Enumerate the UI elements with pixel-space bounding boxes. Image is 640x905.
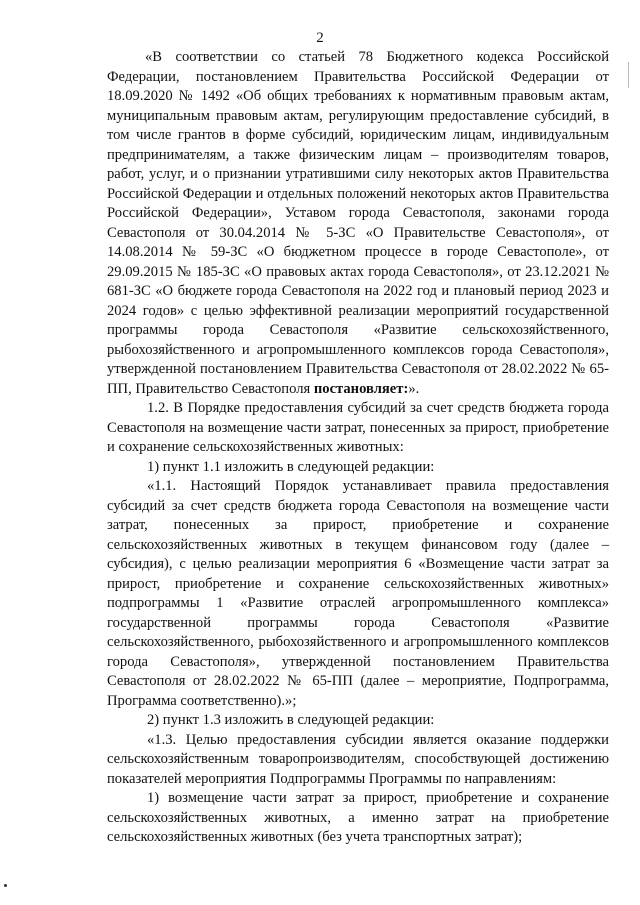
paragraph-clause-1-1: «1.1. Настоящий Порядок устанавливает правила предоставления субсидий за счет средств бюджета города Севастополя на возмещение части затрат, понесенных за прирост, приобретение и сохранение сельскохозяйственных животных в текущем финансовом году (далее – субсидия), с целью реализации мероприятия 6 «Возмещение части затрат за прирост, приобретение и сохранение сельскохозяйственных животных» подпрограммы 1 «Развитие отраслей агропромышленного комплекса» государственной программы города Севастополя «Развитие сельскохозяйственного, рыбохозяйственного и агропромышленного комплексов города Севастополя», утвержденной постановлением Правительства Севастополя от 28.02.2022 № 65-ПП (далее – мероприятие, Подпрограмма, Программа соответственно).»; (107, 478, 609, 709)
preamble-tail: ». (408, 380, 420, 397)
paragraph-clause-1-3: «1.3. Целью предоставления субсидии является оказание поддержки сельскохозяйственным товаропроизводителям, способствующей достижению показателей мероприятия Подпрограммы Программы по направлениям: (107, 731, 609, 787)
scan-edge-mark (628, 62, 629, 88)
paragraph-item-2: 2) пункт 1.3 изложить в следующей редакции: (147, 712, 435, 728)
paragraph-direction-1: 1) возмещение части затрат за прирост, приобретение и сохранение сельскохозяйственных животных, а именно затрат на приобретение сельскохозяйственных животных (без учета транспортных затрат); (107, 790, 609, 845)
paragraph-1-2: 1.2. В Порядке предоставления субсидий за счет средств бюджета города Севастополя на возмещение части затрат, понесенных за прирост, приобретение и сохранение сельскохозяйственных животных: (107, 400, 609, 455)
paragraph-preamble (107, 48, 609, 399)
preamble-bold-verb: постановляет: (313, 380, 409, 397)
preamble-text: «В соответствии со статьей 78 Бюджетного кодекса Российской Федерации, постановлением Правительства Российской Федерации от 18.09.2020 № 1492 «Об общих требованиях к нормативным правовым актам, муниципальным правовым актам, регулирующим предоставление субсидий, в том числе грантов в форме субсидий, юридическим лицам, индивидуальным предпринимателям, а также физическим лицам – производителям товаров, работ, услуг, и о признании утратившими силу некоторых актов Правительства Российской Федерации и отдельных положений некоторых актов Правительства Российской Федерации», Уставом города Севастополя, законами города Севастополя от 30.04.2014 № 5-ЗС «О Правительстве Севастополя», от 14.08.2014 № 59-ЗС «О бюджетном процессе в городе Севастополе», от 29.09.2015 № 185-ЗС «О правовых актах города Севастополя», от 23.12.2021 № 681-ЗС «О бюджете города Севастополя на 2022 год и плановый период 2023 и 2024 годов» с целью эффективной реализации мероприятий государственной программы города Севастополя «Развитие сельскохозяйственного, рыбохозяйственного и агропромышленного комплексов города Севастополя», утвержденной постановлением Правительства Севастополя от 28.02.2022 № 65-ПП, Правительство Севастополя (107, 49, 609, 397)
scan-dot (4, 884, 7, 887)
document-body (107, 48, 609, 848)
page-number: 2 (316, 30, 324, 46)
paragraph-item-1: 1) пункт 1.1 изложить в следующей редакции: (147, 458, 435, 475)
